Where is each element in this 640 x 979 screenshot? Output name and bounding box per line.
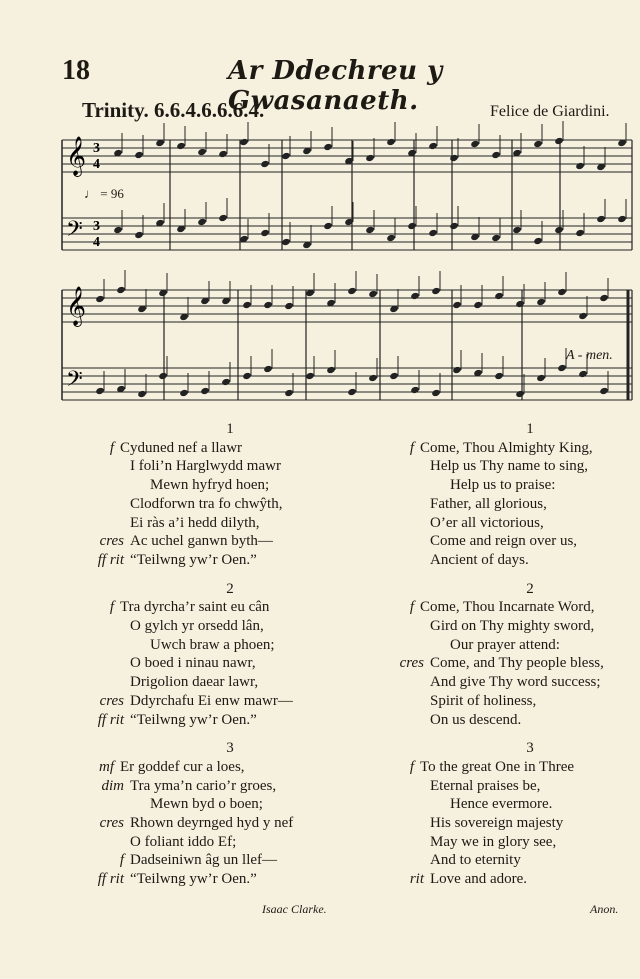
verse-number: 1: [226, 421, 234, 437]
note-head: [179, 389, 189, 397]
note-head: [596, 215, 606, 223]
note-head: [428, 229, 438, 237]
lyric-text: “Teilwng yw’r Oen.”: [130, 551, 257, 568]
english-verse: [360, 580, 640, 730]
verse-line: [360, 457, 640, 476]
verse-line: [60, 439, 340, 458]
verse-line: [60, 795, 340, 814]
lyric-text: Drigolion daear lawr,: [130, 674, 259, 691]
verse-line: [360, 495, 640, 514]
note-head: [281, 238, 291, 246]
lyric-text: Rhown deyrnged hyd y nef: [130, 815, 294, 832]
verse-line: [360, 833, 640, 852]
verse-line: [360, 777, 640, 796]
verse-line: [360, 514, 640, 533]
note-head: [449, 154, 459, 162]
verse-line: [360, 654, 640, 673]
lyric-text: “Teilwng yw’r Oen.”: [130, 711, 257, 728]
dynamic-marking: cres: [99, 533, 124, 550]
lyric-text: Clodforwn tra fo chwŷth,: [130, 495, 283, 512]
verse-line: [60, 636, 340, 655]
lyric-text: May we in glory see,: [430, 833, 557, 850]
verse-line: [60, 758, 340, 777]
lyric-text: Dadseiniwn âg un llef—: [130, 852, 278, 869]
verse-line: [60, 692, 340, 711]
lyric-text: Er goddef cur a loes,: [120, 758, 245, 775]
note-head: [575, 229, 585, 237]
lyric-text: I foli’n Harglwydd mawr: [130, 458, 281, 475]
note-head: [134, 231, 144, 239]
verse-line: [60, 514, 340, 533]
note-head: [515, 300, 525, 308]
lyric-text: Love and adore.: [430, 871, 528, 888]
lyric-text: Come, Thou Incarnate Word,: [420, 599, 595, 616]
verse-line: [360, 476, 640, 495]
note-head: [431, 389, 441, 397]
verse-line: [360, 617, 640, 636]
note-head: [512, 226, 522, 234]
dynamic-marking: dim: [101, 777, 124, 794]
time-signature-top: 3: [93, 141, 100, 156]
verse-line: [60, 777, 340, 796]
dynamic-marking: f: [109, 439, 114, 456]
note-head: [428, 142, 438, 150]
verse-number: 2: [226, 580, 234, 597]
note-head: [473, 301, 483, 309]
note-head: [449, 222, 459, 230]
note-head: [554, 137, 564, 145]
dynamic-marking: ff rit: [97, 551, 124, 568]
note-head: [368, 374, 378, 382]
note-head: [494, 372, 504, 380]
lyric-text: To the great One in Three: [420, 758, 575, 775]
lyric-text: On us descend.: [430, 711, 522, 728]
note-head: [599, 387, 609, 395]
dynamic-marking: f: [409, 439, 414, 456]
note-head: [284, 302, 294, 310]
lyric-text: Ancient of days.: [430, 551, 529, 568]
verse-line: [60, 711, 340, 730]
note-head: [197, 218, 207, 226]
lyric-text: Help us Thy name to sing,: [430, 458, 589, 475]
lyric-text: Come, and Thy people bless,: [430, 655, 604, 672]
verse-line: [60, 814, 340, 833]
note-head: [491, 234, 501, 242]
note-head: [536, 298, 546, 306]
lyric-text: Tra yma’n cario’r groes,: [130, 777, 277, 794]
lyric-text: Mewn hyfryd hoen;: [150, 477, 270, 494]
verse-line: [60, 551, 340, 570]
note-head: [578, 312, 588, 320]
lyric-text: Eternal praises be,: [430, 777, 541, 794]
lyric-text: His sovereign majesty: [430, 815, 564, 832]
note-head: [347, 287, 357, 295]
note-head: [200, 387, 210, 395]
lyric-text: Our prayer attend:: [450, 636, 560, 653]
english-verse: [360, 739, 640, 889]
dynamic-marking: f: [119, 852, 124, 869]
verse-number: 3: [526, 740, 534, 757]
tune-name: Trinity. 6.6.4.6.6.6.4.: [82, 98, 265, 122]
verse-line: [60, 833, 340, 852]
note-head: [113, 226, 123, 234]
lyric-text: Gird on Thy mighty sword,: [430, 618, 595, 635]
dynamic-marking: f: [409, 599, 414, 616]
verse-line: [360, 673, 640, 692]
dynamic-marking: f: [409, 758, 414, 775]
welsh-verse: [60, 580, 340, 730]
verse-line: [360, 532, 640, 551]
note-head: [218, 214, 228, 222]
note-head: [263, 301, 273, 309]
lyric-text: Spirit of holiness,: [430, 692, 537, 709]
verse-line: [360, 439, 640, 458]
treble-clef-icon: 𝄞: [66, 136, 87, 176]
note-head: [410, 386, 420, 394]
verse-line: [360, 851, 640, 870]
verse-line: [60, 457, 340, 476]
note-head: [137, 390, 147, 398]
lyric-text: And give Thy word success;: [430, 674, 601, 691]
bass-clef-icon: 𝄢: [66, 217, 83, 247]
note-head: [494, 292, 504, 300]
note-head: [116, 286, 126, 294]
note-head: [281, 152, 291, 160]
lyric-text: Cyduned nef a llawr: [120, 439, 243, 456]
note-head: [557, 364, 567, 372]
verse-line: [360, 636, 640, 655]
note-head: [260, 160, 270, 168]
verse-line: [60, 598, 340, 617]
lyric-text: O boed i ninau nawr,: [130, 655, 256, 672]
lyric-text: Ac uchel ganwn byth—: [130, 533, 273, 550]
note-head: [368, 290, 378, 298]
lyric-text: O gylch yr orsedd lân,: [130, 618, 264, 635]
note-head: [533, 237, 543, 245]
note-head: [95, 295, 105, 303]
note-head: [452, 366, 462, 374]
verse-line: [60, 870, 340, 889]
bass-clef-icon: 𝄢: [66, 367, 83, 397]
note-head: [575, 162, 585, 170]
dynamic-marking: cres: [399, 655, 424, 672]
dynamic-marking: ff rit: [97, 711, 124, 728]
note-head: [557, 288, 567, 296]
note-head: [263, 365, 273, 373]
treble-clef-icon: 𝄞: [66, 286, 87, 326]
dynamic-marking: rit: [409, 871, 424, 888]
note-head: [323, 222, 333, 230]
note-head: [578, 370, 588, 378]
note-head: [536, 374, 546, 382]
dynamic-marking: f: [109, 599, 114, 616]
note-head: [323, 143, 333, 151]
note-head: [260, 229, 270, 237]
verse-line: [360, 711, 640, 730]
dynamic-marking: cres: [99, 815, 124, 832]
lyric-text: Help us to praise:: [450, 477, 556, 494]
verse-line: [60, 495, 340, 514]
note-head: [197, 148, 207, 156]
lyric-text: Tra dyrcha’r saint eu cân: [120, 599, 270, 616]
dynamic-marking: cres: [99, 692, 124, 709]
dynamic-marking: ff rit: [97, 871, 124, 888]
verse-line: [360, 598, 640, 617]
time-signature-bottom: 4: [93, 235, 100, 250]
verse-line: [60, 851, 340, 870]
lyric-text: O’er all victorious,: [430, 514, 544, 531]
note-head: [365, 226, 375, 234]
note-head: [305, 372, 315, 380]
verse-line: [360, 814, 640, 833]
amen-lyric: A - men.: [566, 348, 613, 363]
lyric-text: And to eternity: [430, 852, 521, 869]
note-head: [554, 226, 564, 234]
note-head: [452, 301, 462, 309]
verse-line: [360, 758, 640, 777]
verse-line: [60, 673, 340, 692]
note-head: [218, 150, 228, 158]
english-hymn-text: [360, 420, 640, 899]
english-author: Anon.: [590, 902, 619, 916]
note-head: [365, 154, 375, 162]
verse-line: [360, 795, 640, 814]
staff-systems: [62, 121, 632, 400]
note-head: [617, 215, 627, 223]
note-head: [599, 294, 609, 302]
note-head: [326, 366, 336, 374]
time-signature-top: 3: [93, 219, 100, 234]
welsh-hymn-text: [60, 420, 340, 899]
lyric-text: Uwch braw a phoen;: [150, 636, 275, 653]
note-head: [239, 138, 249, 146]
lyric-text: Come and reign over us,: [430, 533, 578, 550]
note-head: [515, 390, 525, 398]
welsh-verse: [60, 739, 340, 889]
lyric-text: Hence evermore.: [450, 796, 553, 813]
verse-line: [60, 654, 340, 673]
english-verse: [360, 420, 640, 570]
verse-number: 3: [226, 740, 234, 757]
note-head: [158, 372, 168, 380]
note-head: [134, 151, 144, 159]
verse-line: [60, 617, 340, 636]
dynamic-marking: mf: [99, 758, 114, 775]
lyric-text: Ddyrchafu Ei enw mawr—: [130, 692, 293, 709]
lyric-text: Mewn byd o boen;: [150, 796, 263, 813]
page-title: Ar Ddechreu y Gwasanaeth.: [228, 56, 443, 116]
note-head: [347, 388, 357, 396]
composer-credit: Felice de Giardini.: [490, 103, 610, 120]
note-head: [176, 142, 186, 150]
note-head: [95, 387, 105, 395]
note-head: [410, 292, 420, 300]
lyric-text: Come, Thou Almighty King,: [420, 439, 593, 456]
note-head: [386, 138, 396, 146]
note-head: [386, 234, 396, 242]
verse-line: [360, 551, 640, 570]
lyric-text: O foliant iddo Ef;: [130, 833, 237, 850]
note-head: [284, 389, 294, 397]
lyric-text: Father, all glorious,: [430, 495, 547, 512]
welsh-author: Isaac Clarke.: [262, 902, 327, 916]
note-head: [407, 222, 417, 230]
lyric-text: “Teilwng yw’r Oen.”: [130, 871, 257, 888]
verse-line: [60, 476, 340, 495]
note-head: [242, 372, 252, 380]
note-head: [533, 140, 543, 148]
verse-number: 2: [526, 580, 534, 597]
verse-line: [60, 532, 340, 551]
note-head: [431, 287, 441, 295]
verse-number: 1: [526, 421, 534, 437]
music-score: [0, 0, 640, 420]
note-head: [221, 378, 231, 386]
time-signature-bottom: 4: [93, 157, 100, 172]
lyric-text: Ei ràs a’i hedd dilyth,: [130, 514, 260, 531]
note-head: [491, 151, 501, 159]
verse-line: [360, 870, 640, 889]
note-head: [470, 140, 480, 148]
page-number: 18: [62, 55, 90, 86]
verse-line: [360, 692, 640, 711]
note-head: [242, 301, 252, 309]
tempo-marking: ♩ = 96: [84, 186, 124, 201]
welsh-verse: [60, 420, 340, 570]
note-head: [389, 372, 399, 380]
